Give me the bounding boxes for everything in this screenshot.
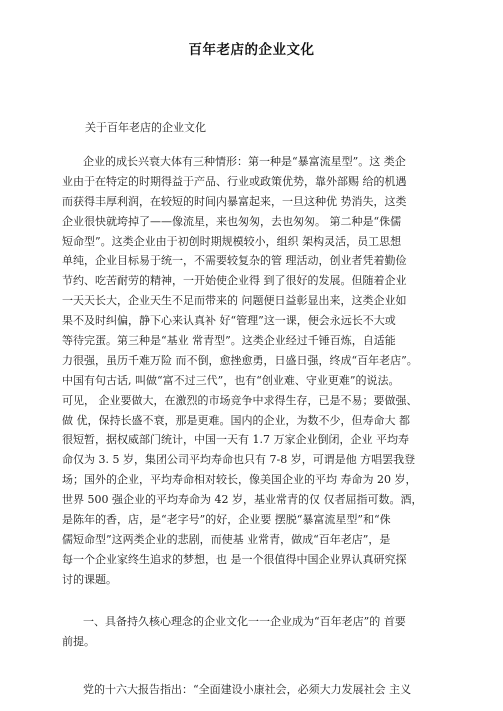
text-line: 世界 500 强企业的平均寿命为 42 岁，基业常青的仅 仅者屈指可数。酒，: [62, 493, 423, 507]
paragraph-section-heading: [62, 612, 443, 652]
paragraph-report-quote: [62, 680, 443, 700]
text-line: 做 优，保持长盛不衰，那是更难。国内的企业，为数不少，但寿命大 都: [62, 413, 410, 427]
text-line: 企业的成长兴衰大体有三种情形：第一种是“暴富流星型”。这 类企: [83, 155, 406, 168]
text-line: 单纯，企业目标易于统一，不需要较复杂的管 理活动，创业者凭着勤俭: [62, 254, 407, 268]
text-line: 企业很快就垮掉了——像流星，来也匆匆，去也匆匆。 第二种是“侏儒: [62, 214, 402, 228]
text-line: 等待完蛋。第三种是“基业 常青型”。这类企业经过千锤百炼，自适能: [62, 334, 396, 348]
text-line: 场；国外的企业，平均寿命相对较长，像美国企业的平均 寿命为 20 岁，: [62, 473, 417, 487]
text-line: 命仅为 3. 5 岁，集团公司平均寿命也只有 7-8 岁，可谓是他 方唱罢我登: [62, 453, 416, 467]
text-line: 儒短命型”这两类企业的悲剧，而使基 业常青，做成“百年老店”，是: [62, 532, 391, 546]
text-line: 讨的课题。: [62, 572, 117, 586]
text-line: 可见， 企业要做大，在激烈的市场竞争中求得生存，已是不易；要做强、: [62, 393, 418, 407]
text-line: 而获得丰厚利润，在较短的时间内暴富起来，一旦这种优 势消失，这类: [62, 194, 407, 208]
document-title: 百年老店的企业文化: [188, 42, 315, 58]
text-line: 果不及时纠偏，静下心来认真补 好“管理”这一课，便会永远长不大或: [62, 314, 396, 328]
text-line: 中国有句古话, 叫做“富不过三代”，也有“创业难、守业更难”的说法。: [62, 373, 400, 387]
text-line: 每一个企业家终生追求的梦想，也 是一个很值得中国企业界认真研究探: [62, 552, 407, 566]
text-line: 节约、吃苦耐劳的精神，一开始使企业得 到了很好的发展。但随着企业: [62, 274, 407, 288]
text-line: 力很强，虽历千难万险 而不倒，愈挫愈勇，日盛日强，终成“百年老店”。: [62, 353, 418, 367]
text-line: 一、具备持久核心理念的企业文化一一企业成为“百年老店”的 首要: [83, 615, 406, 628]
text-line: 短命型”。这类企业由于初创时期规模较小，组织 架构灵活，员工思想: [62, 234, 402, 248]
text-line: 前提。: [62, 634, 95, 648]
text-line: 业由于在特定的时期得益于产品、行业或政策优势，靠外部赐 给的机遇: [62, 174, 407, 188]
text-line: 一天天长大，企业天生不足而带来的 问题便日益彰显出来，这类企业如: [62, 294, 407, 308]
paragraph-intro: [62, 152, 443, 590]
document-subtitle: 关于百年老店的企业文化: [85, 121, 206, 134]
text-line: 是陈年的香，店，是“老字号”的好，企业要 摆脱“暴富流星型”和“侏: [62, 513, 391, 527]
text-line: 党的十六大报告指出：“全面建设小康社会，必须大力发展社会 主义: [83, 683, 412, 696]
text-line: 很短暂，据权威部门统计，中国一天有 1.7 万家企业倒闭，企业 平均寿: [62, 433, 409, 447]
